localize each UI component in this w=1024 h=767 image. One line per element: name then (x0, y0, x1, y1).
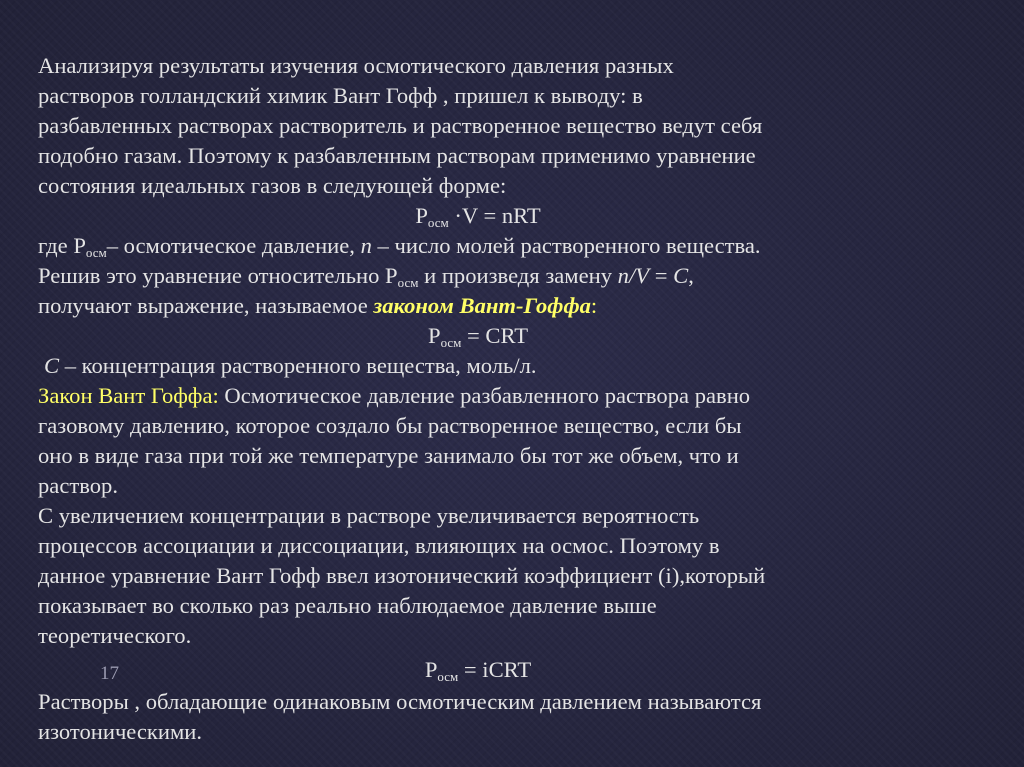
text-line: данное уравнение Вант Гофф ввел изотонический коэффициент (i),который (38, 563, 766, 588)
vant-hoff-law-highlight: законом Вант-Гоффа (373, 293, 591, 318)
solve-line: Решив это уравнение относительно $P_{осм}$ и произведя замену n/V = C, (38, 263, 694, 290)
text-line: Анализируя результаты изучения осмотического давления разных (38, 53, 674, 78)
formula-icrt: $P_{осм}$ = iCRT (424, 657, 532, 684)
text-line: Растворы , обладающие одинаковым осмотическим давлением называются (38, 689, 762, 714)
text-line: растворов голландский химик Вант Гофф , пришел к выводу: в (38, 83, 643, 108)
definition-line: где $P_{осм}-$ осмотическое давление, n – число молей растворенного вещества. (38, 233, 761, 260)
text-line: С увеличением концентрации в растворе увеличивается вероятность (38, 503, 700, 528)
concentration-line: C – концентрация растворенного вещества, моль/л. (44, 353, 537, 378)
text-line: газовому давлению, которое создало бы растворенное вещество, если бы (38, 413, 742, 438)
text-line: состояния идеальных газов в следующей форме: (38, 173, 507, 198)
text-line: показывает во сколько раз реально наблюдаемое давление выше (38, 593, 657, 618)
law-label: Закон Вант Гоффа: (38, 383, 219, 408)
law-statement: Закон Вант Гоффа: Осмотическое давление разбавленного раствора равно (38, 383, 751, 408)
formula-crt: $P_{осм}$ = CRT (427, 323, 529, 350)
text-line: процессов ассоциации и диссоциации, влияющих на осмос. Поэтому в (38, 533, 720, 558)
text-line: теоретического. (38, 623, 192, 648)
formula-ideal-gas: $P_{осм} \cdot V$ = nRT (415, 203, 541, 230)
text-line: подобно газам. Поэтому к разбавленным растворам применимо уравнение (38, 143, 756, 168)
result-line: получают выражение, называемое законом Вант-Гоффа: (38, 293, 598, 318)
slide-number: 17 (100, 663, 119, 684)
text-line: оно в виде газа при той же температуре занимало бы тот же объем, что и (38, 443, 739, 468)
text-line: раствор. (38, 473, 118, 498)
text-line: изотоническими. (38, 719, 203, 744)
text-line: разбавленных растворах растворитель и растворенное вещество ведут себя (38, 113, 763, 138)
